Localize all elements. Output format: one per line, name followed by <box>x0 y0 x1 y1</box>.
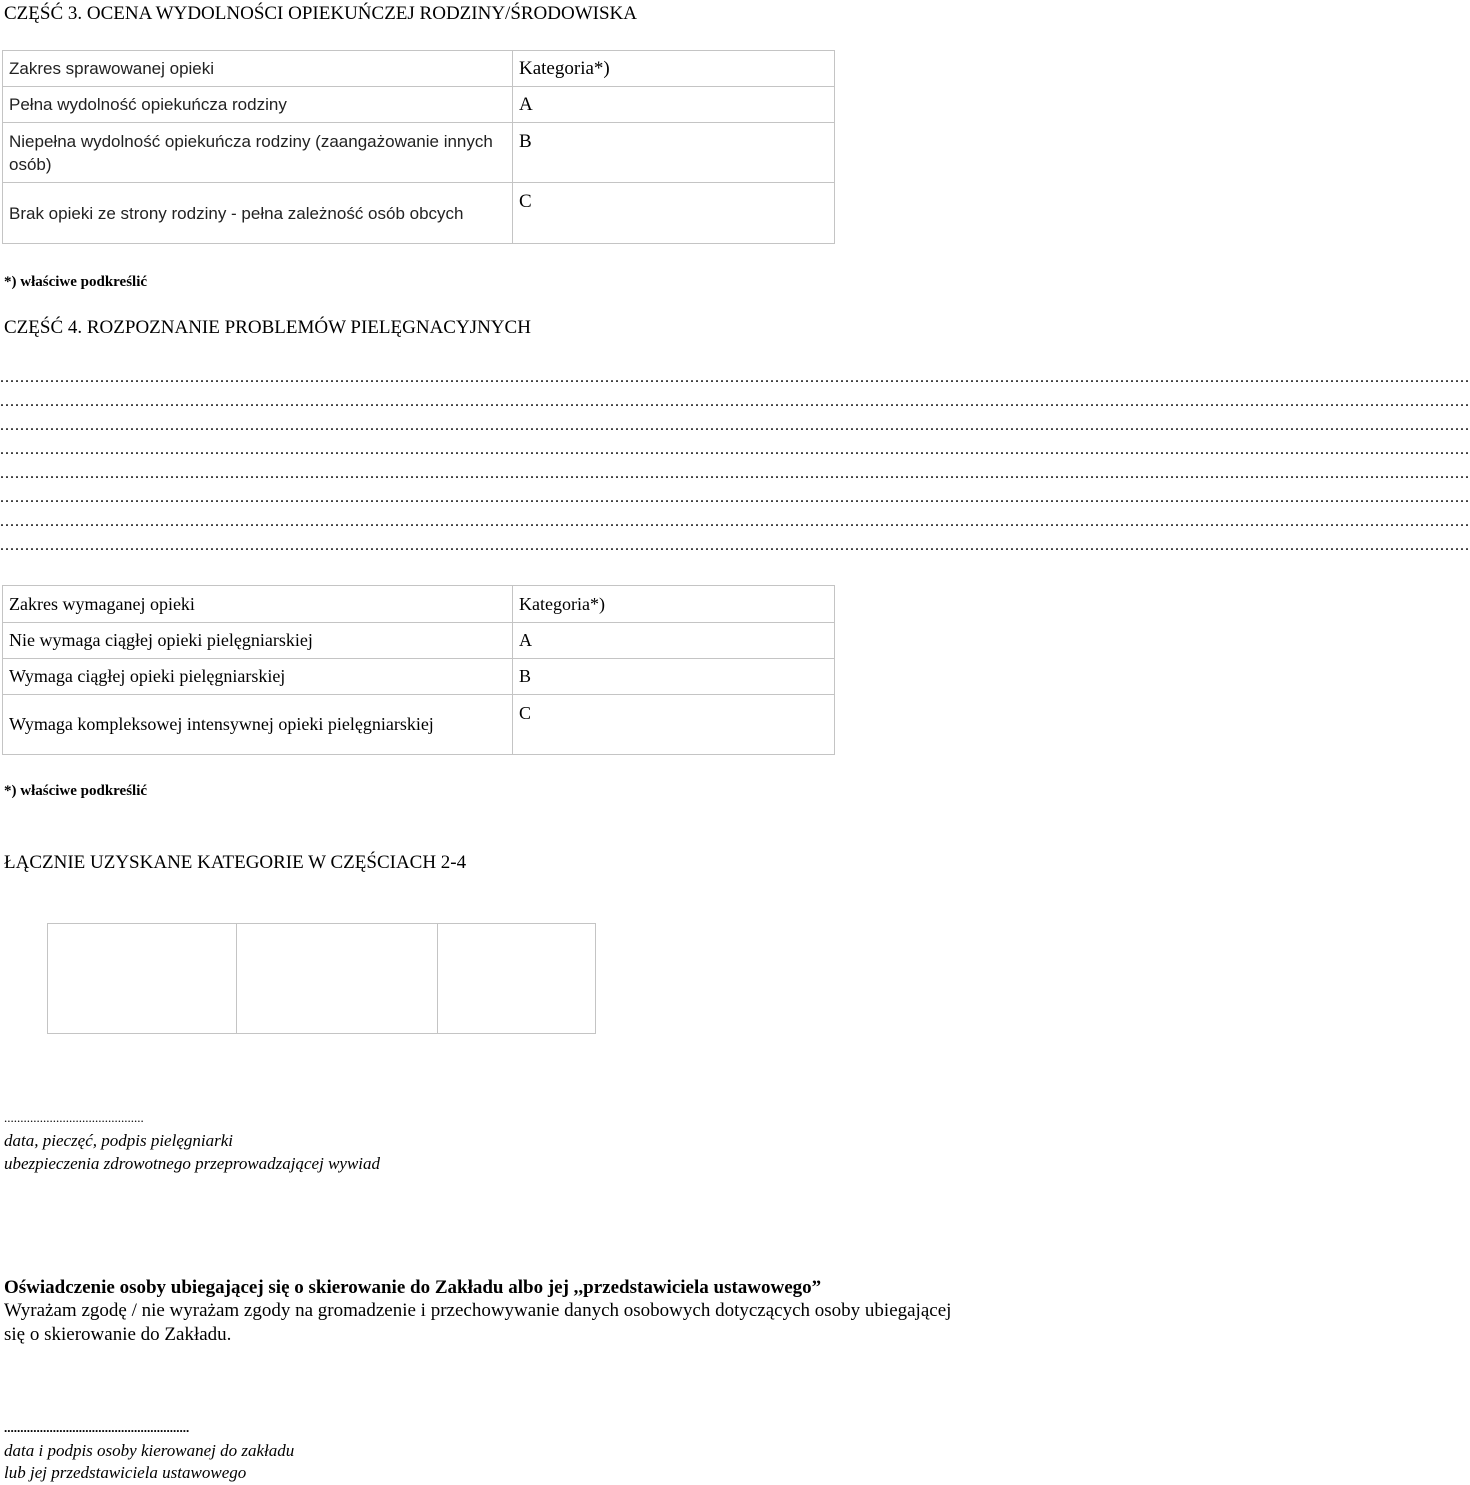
row-category: C <box>513 695 835 755</box>
table-row <box>3 695 835 755</box>
table-row <box>3 183 835 244</box>
row-category: A <box>513 623 835 659</box>
row-scope: Niepełna wydolność opiekuńcza rodziny (zaangażowanie innych osób) <box>3 123 513 183</box>
applicant-signature-caption: lub jej przedstawiciela ustawowego <box>4 1463 247 1482</box>
row-scope: Pełna wydolność opiekuńcza rodziny <box>3 87 513 123</box>
category-box-2 <box>236 923 438 1034</box>
statement-title <box>4 1276 821 1300</box>
dotted-line: ...................................................................................................................................................................................................................................................................................................... <box>0 537 1470 554</box>
table-header-row <box>3 51 835 87</box>
applicant-signature-line: ......................................................... <box>4 1420 190 1435</box>
table-header-row <box>3 586 835 623</box>
table-row <box>3 659 835 695</box>
family-care-table <box>2 50 835 244</box>
statement-title-text: Oświadczenie osoby ubiegającej się o skierowanie do Zakładu albo jej <box>4 1277 574 1298</box>
dotted-line: ...................................................................................................................................................................................................................................................................................................... <box>0 489 1470 506</box>
row-scope: Wymaga ciągłej opieki pielęgniarskiej <box>3 659 513 695</box>
dotted-line: ...................................................................................................................................................................................................................................................................................................... <box>0 417 1470 434</box>
row-scope: Wymaga kompleksowej intensywnej opieki pielęgniarskiej <box>3 695 513 755</box>
nurse-signature-caption: ubezpieczenia zdrowotnego przeprowadzającej wywiad <box>4 1154 381 1173</box>
table-row <box>3 623 835 659</box>
dotted-line: ...................................................................................................................................................................................................................................................................................................... <box>0 465 1470 482</box>
part3-heading: CZĘŚĆ 3. OCENA WYDOLNOŚCI OPIEKUŃCZEJ RODZINY/ŚRODOWISKA <box>4 3 637 24</box>
totals-heading: ŁĄCZNIE UZYSKANE KATEGORIE W CZĘŚCIACH 2-4 <box>4 852 467 873</box>
dotted-line: ...................................................................................................................................................................................................................................................................................................... <box>0 513 1470 530</box>
dotted-line: ...................................................................................................................................................................................................................................................................................................... <box>0 393 1470 410</box>
dotted-line: ...................................................................................................................................................................................................................................................................................................... <box>0 441 1470 458</box>
table-row <box>3 87 835 123</box>
header-scope: Zakres wymaganej opieki <box>3 586 513 623</box>
row-category: B <box>513 123 835 183</box>
row-scope: Nie wymaga ciągłej opieki pielęgniarskiej <box>3 623 513 659</box>
applicant-signature-caption: data i podpis osoby kierowanej do zakładu <box>4 1441 295 1460</box>
header-category: Kategoria*) <box>513 51 835 87</box>
category-box-3 <box>437 923 596 1034</box>
row-category: A <box>513 87 835 123</box>
statement-body: Wyrażam zgodę / nie wyrażam zgody na gromadzenie i przechowywanie danych osobowych dotyczących osoby ubiegającej się o skierowanie do Zakładu. <box>4 1300 952 1345</box>
nurse-signature-caption: data, pieczęć, podpis pielęgniarki <box>4 1131 233 1150</box>
part4-footnote: *) właściwe podkreślić <box>4 783 148 799</box>
row-scope: Brak opieki ze strony rodziny - pełna zależność osób obcych <box>3 183 513 244</box>
row-category: C <box>513 183 835 244</box>
row-category: B <box>513 659 835 695</box>
required-care-table <box>2 585 835 755</box>
category-box-1 <box>47 923 237 1034</box>
part3-footnote: *) właściwe podkreślić <box>4 274 148 290</box>
part4-heading: CZĘŚĆ 4. ROZPOZNANIE PROBLEMÓW PIELĘGNACYJNYCH <box>4 317 531 338</box>
header-category: Kategoria*) <box>513 586 835 623</box>
nurse-signature-line: ........................................... <box>4 1110 144 1125</box>
header-scope: Zakres sprawowanej opieki <box>3 51 513 87</box>
table-row <box>3 123 835 183</box>
statement-title-quoted: ,,przedstawiciela ustawowego” <box>573 1277 822 1298</box>
dotted-line: ...................................................................................................................................................................................................................................................................................................... <box>0 369 1470 386</box>
